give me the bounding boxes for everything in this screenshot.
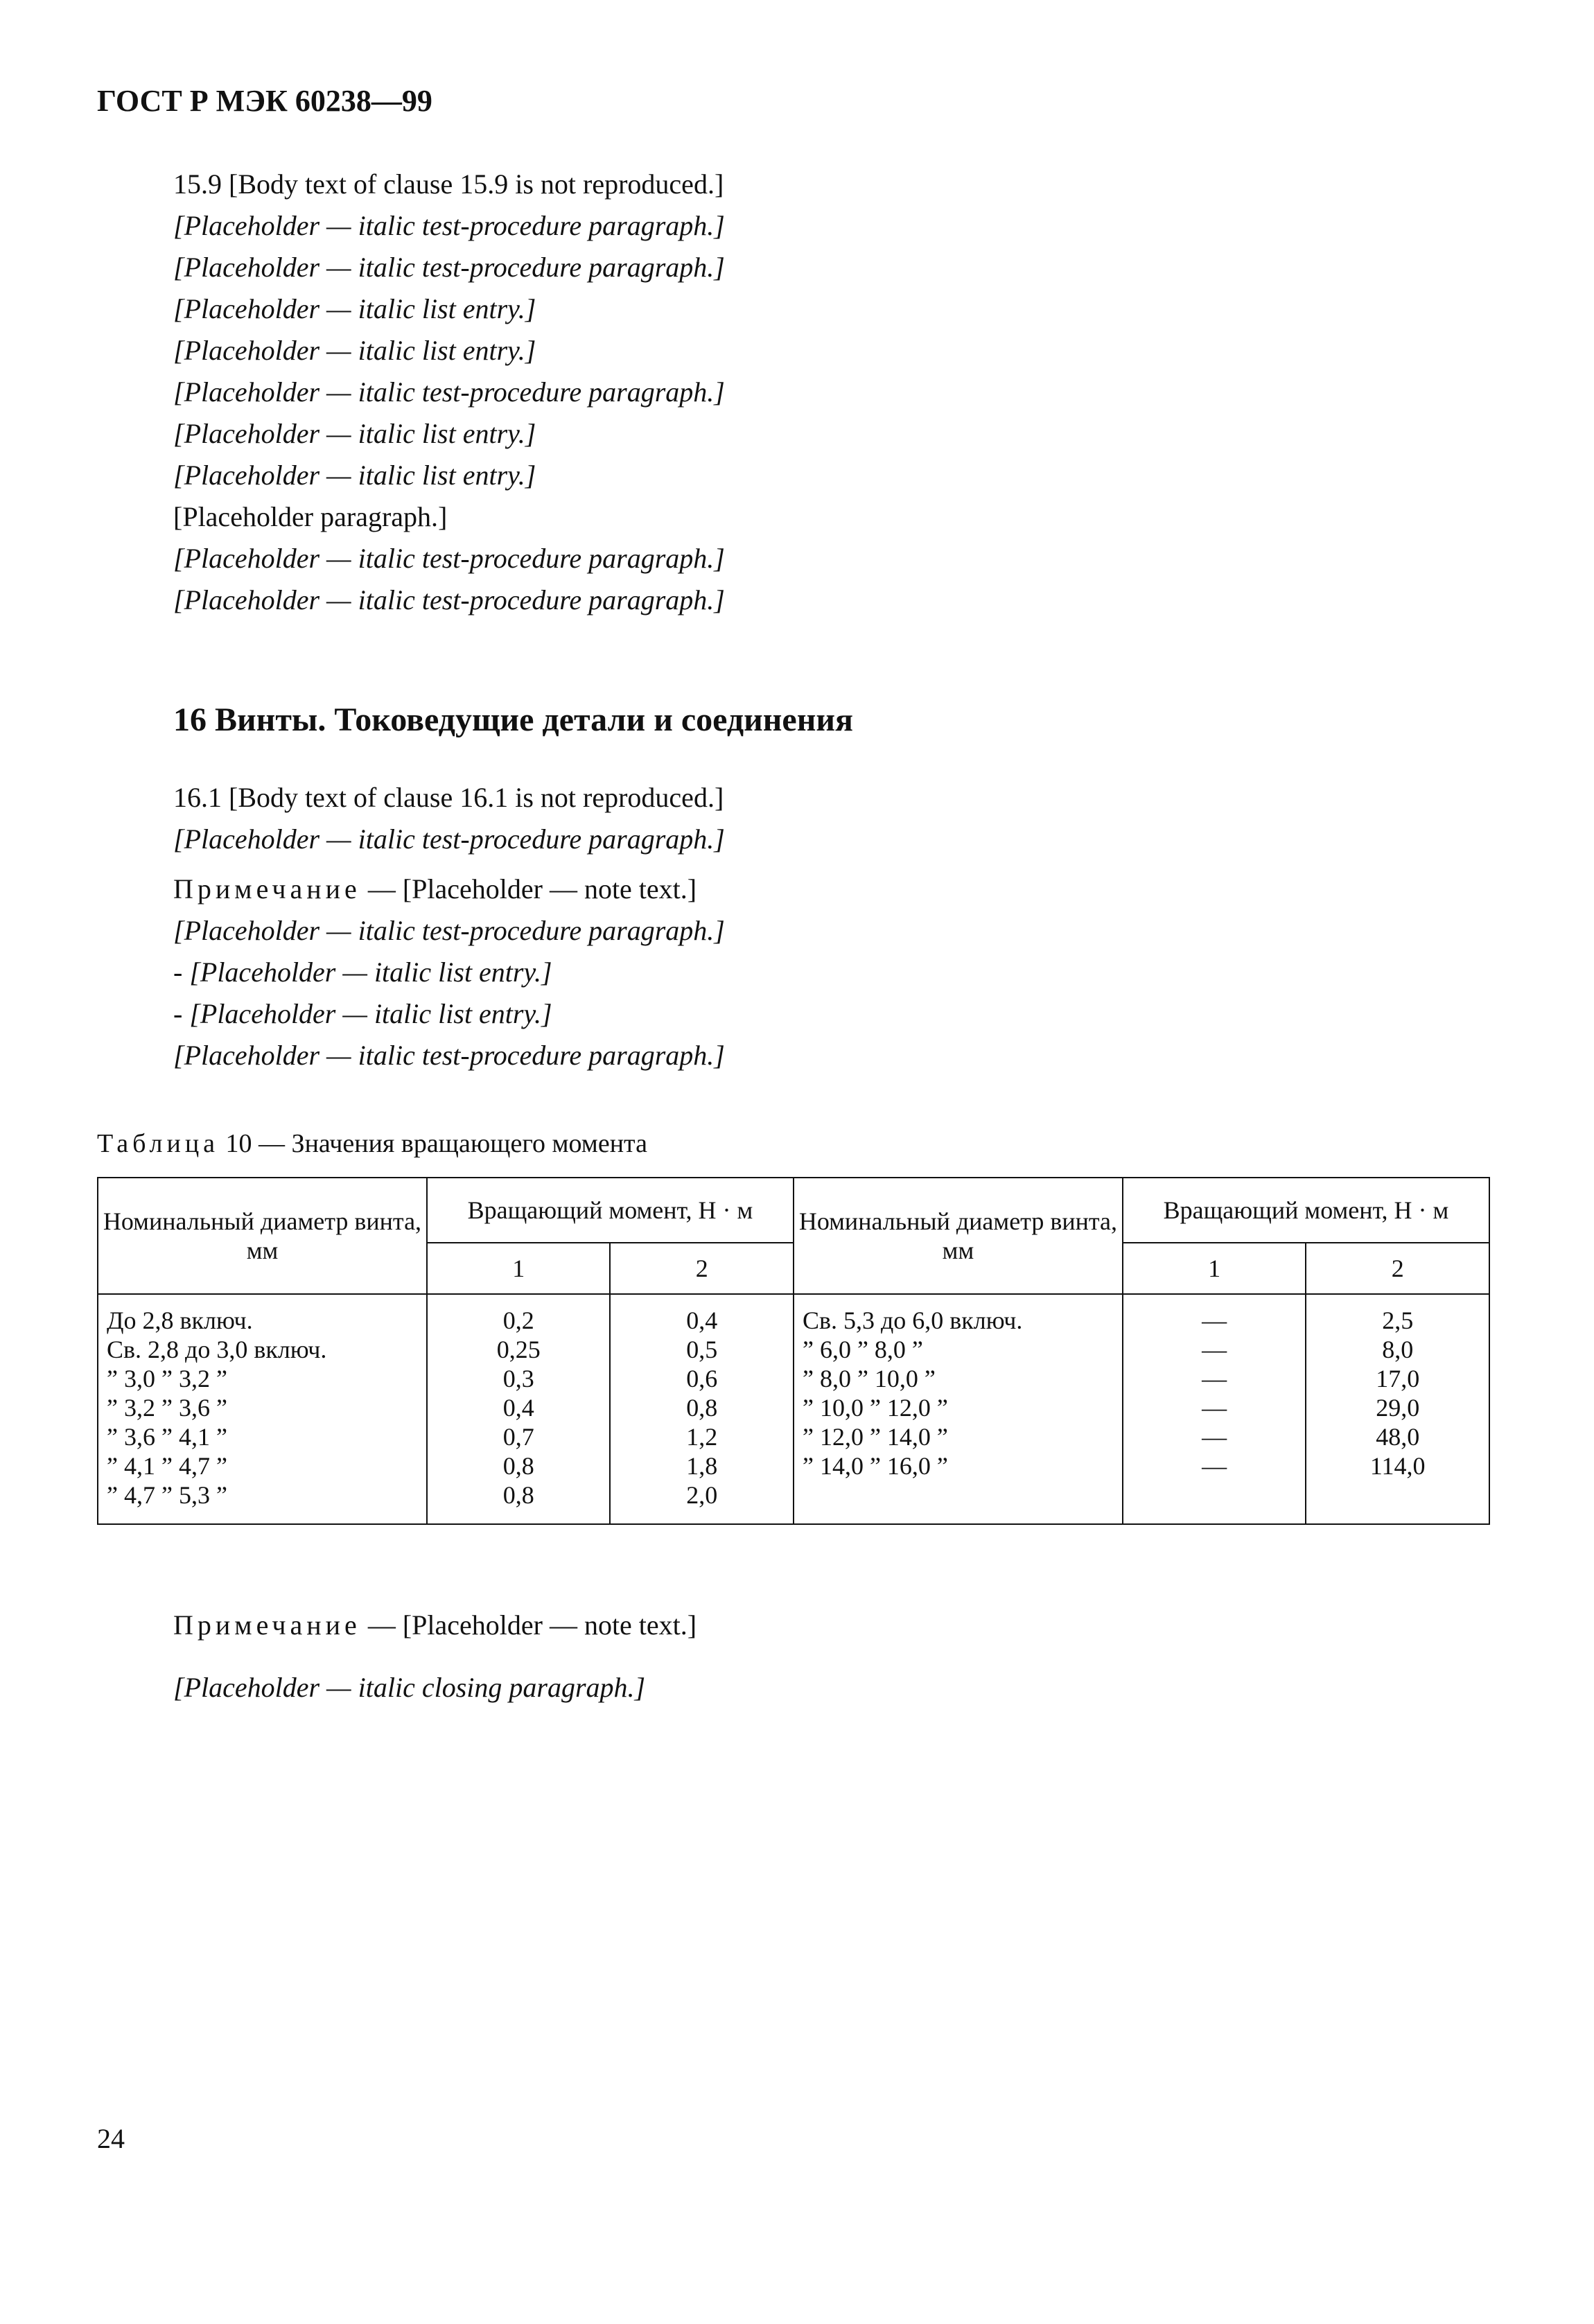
table-cell-line: — xyxy=(1202,1336,1227,1363)
table-cell-line: ” 3,0 ” 3,2 ” xyxy=(107,1365,227,1392)
diameter-cell xyxy=(98,1294,427,1524)
table-cell-line: 0,5 xyxy=(686,1336,718,1363)
column-header-2: 2 xyxy=(610,1243,794,1294)
column-header-1: 1 xyxy=(1123,1243,1306,1294)
procedure-paragraph: [Placeholder — italic test-procedure paragraph.] xyxy=(173,915,725,946)
table-cell-line: 0,25 xyxy=(496,1336,541,1363)
document-header: ГОСТ Р МЭК 60238—99 xyxy=(97,84,432,118)
table-cell-line: — xyxy=(1202,1307,1227,1334)
column-header-diameter: Номинальный диаметр винта, мм xyxy=(98,1178,427,1294)
note-paragraph xyxy=(97,872,1483,907)
clause-paragraph: [Placeholder — italic test-procedure paragraph.] xyxy=(173,252,725,283)
clause-paragraph: [Placeholder paragraph.] xyxy=(173,501,448,532)
procedure-item: - [Placeholder — italic list entry.] xyxy=(173,956,552,988)
diameter-cell xyxy=(794,1294,1123,1524)
clause-paragraph: [Placeholder — italic test-procedure paragraph.] xyxy=(173,376,725,408)
table-cell-line: Св. 2,8 до 3,0 включ. xyxy=(107,1336,327,1363)
closing-paragraph: [Placeholder — italic closing paragraph.] xyxy=(173,1672,646,1703)
column-header-torque: Вращающий момент, Н · м xyxy=(1123,1178,1489,1243)
table-cell-line: ” 3,6 ” 4,1 ” xyxy=(107,1423,227,1451)
table-cell-line: — xyxy=(1202,1452,1227,1480)
clause-paragraph: [Placeholder — italic test-procedure paragraph.] xyxy=(173,543,725,574)
torque-cell xyxy=(610,1294,794,1524)
table-cell-line: 0,2 xyxy=(502,1307,534,1334)
note-text: — [Placeholder — note text.] xyxy=(360,873,697,905)
table-cell-line: ” 4,7 ” 5,3 ” xyxy=(107,1481,227,1509)
note-label: Примечание xyxy=(173,1609,361,1641)
table-cell-line: 2,0 xyxy=(686,1481,718,1509)
page-number: 24 xyxy=(97,2123,125,2154)
table-cell-line: 1,8 xyxy=(686,1452,718,1480)
table-cell-line: — xyxy=(1202,1423,1227,1451)
column-header-1: 1 xyxy=(427,1243,611,1294)
table-cell-line: 17,0 xyxy=(1376,1365,1420,1392)
clause-paragraph: [Placeholder — italic list entry.] xyxy=(173,335,536,366)
table-cell-line: 114,0 xyxy=(1369,1452,1426,1480)
table-cell-line: 8,0 xyxy=(1382,1336,1414,1363)
column-header-diameter: Номинальный диаметр винта, мм xyxy=(794,1178,1123,1294)
table-cell-line: ” 6,0 ” 8,0 ” xyxy=(802,1336,923,1363)
table-cell-line: 0,8 xyxy=(686,1394,718,1422)
clause-16-1: 16.1 [Body text of clause 16.1 is not reproduced.] xyxy=(173,782,724,813)
table-cell-line: ” 12,0 ” 14,0 ” xyxy=(802,1423,948,1451)
table-cell-line: Св. 5,3 до 6,0 включ. xyxy=(802,1307,1023,1334)
table-note xyxy=(97,1608,1483,1643)
table-caption xyxy=(97,1128,1483,1159)
note-text: — [Placeholder — note text.] xyxy=(360,1609,697,1641)
table-cell-line: ” 3,2 ” 3,6 ” xyxy=(107,1394,227,1422)
torque-cell xyxy=(1306,1294,1489,1524)
table-caption-label: Таблица xyxy=(97,1129,220,1158)
table-cell-line: ” 10,0 ” 12,0 ” xyxy=(802,1394,948,1422)
table-cell-line: 1,2 xyxy=(686,1423,718,1451)
table-cell-line: 0,4 xyxy=(502,1394,534,1422)
procedure-item: - [Placeholder — italic list entry.] xyxy=(173,998,552,1029)
table-cell-line: — xyxy=(1202,1394,1227,1422)
table-cell-line: 0,7 xyxy=(502,1423,534,1451)
page xyxy=(97,83,1483,1712)
table-cell-line: 0,3 xyxy=(502,1365,534,1392)
table-cell-line: 0,4 xyxy=(686,1307,718,1334)
check-method: [Placeholder — italic test-procedure paragraph.] xyxy=(173,823,725,855)
clause-paragraph: [Placeholder — italic list entry.] xyxy=(173,418,536,449)
table-cell-line: 0,8 xyxy=(502,1481,534,1509)
clause-paragraph: [Placeholder — italic list entry.] xyxy=(173,460,536,491)
table-cell-line: 2,5 xyxy=(1382,1307,1414,1334)
procedure-paragraph: [Placeholder — italic test-procedure paragraph.] xyxy=(173,1040,725,1071)
clause-paragraph: [Placeholder — italic test-procedure paragraph.] xyxy=(173,210,725,241)
note-label: Примечание xyxy=(173,873,361,905)
table-cell-line: 0,8 xyxy=(502,1452,534,1480)
column-header-torque: Вращающий момент, Н · м xyxy=(427,1178,794,1243)
torque-cell xyxy=(427,1294,611,1524)
table-cell-line: — xyxy=(1202,1365,1227,1392)
clause-paragraph: [Placeholder — italic test-procedure paragraph.] xyxy=(173,584,725,615)
table-cell-line: ” 8,0 ” 10,0 ” xyxy=(802,1365,936,1392)
table-cell-line: ” 4,1 ” 4,7 ” xyxy=(107,1452,227,1480)
table-cell-line: 29,0 xyxy=(1376,1394,1420,1422)
clause-paragraph: 15.9 [Body text of clause 15.9 is not reproduced.] xyxy=(173,168,724,200)
table-cell-line: 48,0 xyxy=(1376,1423,1420,1451)
table-cell-line: ” 14,0 ” 16,0 ” xyxy=(802,1452,948,1480)
torque-table xyxy=(97,1177,1490,1525)
table-caption-text: 10 — Значения вращающего момента xyxy=(219,1129,647,1158)
torque-cell xyxy=(1123,1294,1306,1524)
column-header-2: 2 xyxy=(1306,1243,1489,1294)
table-cell-line: 0,6 xyxy=(686,1365,718,1392)
clause-paragraph: [Placeholder — italic list entry.] xyxy=(173,293,536,324)
section-heading: 16 Винты. Токоведущие детали и соединения xyxy=(173,701,853,738)
clause-15-9 xyxy=(97,167,1483,618)
table-cell-line: До 2,8 включ. xyxy=(107,1307,253,1334)
